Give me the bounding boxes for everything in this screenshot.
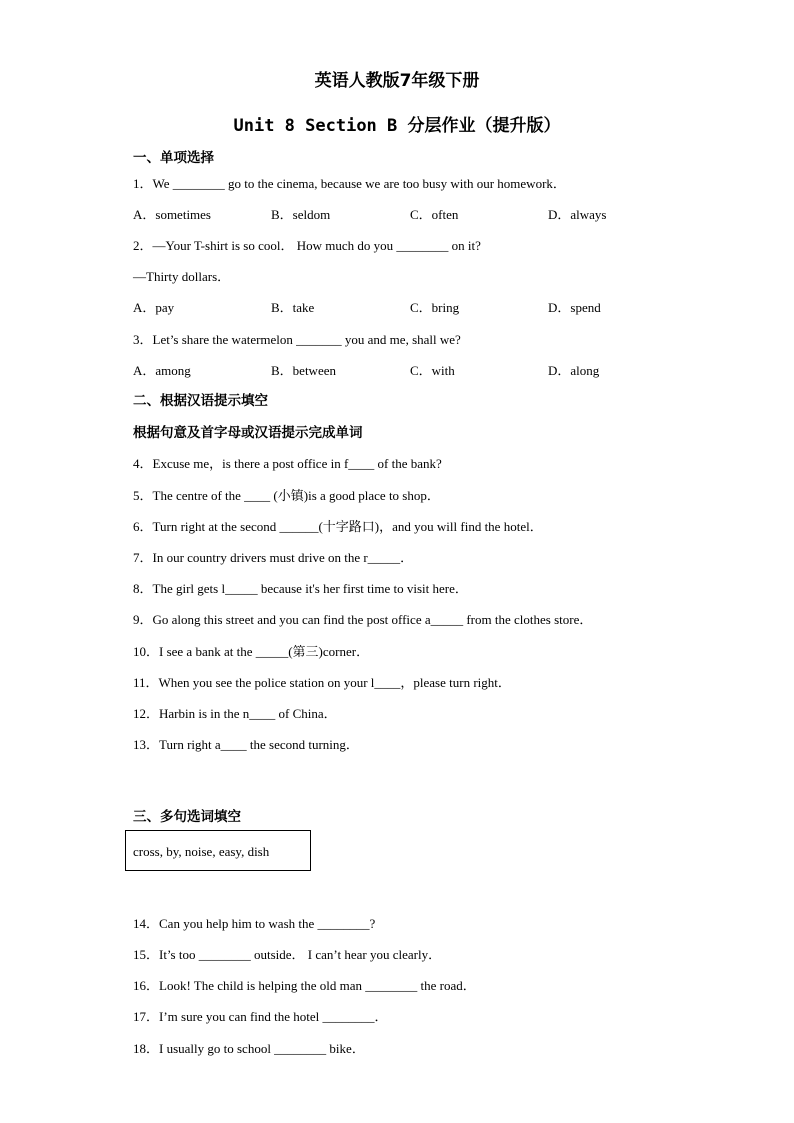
question-14: 14．Can you help him to wash the ________? [133,916,376,931]
q2-option-d: D．spend [548,300,601,315]
question-10: 10．I see a bank at the _____(第三)corner． [133,644,370,659]
question-16: 16．Look! The child is helping the old man ________ the road． [133,978,476,993]
section-heading-3: 三、多句选词填空 [133,809,241,825]
question-13: 13．Turn right a____ the second turning． [133,737,359,752]
question-9: 9．Go along this street and you can find the post office a_____ from the clothes store． [133,612,593,627]
question-8: 8．The girl gets l_____ because it's her first time to visit here． [133,581,468,596]
q3-option-c: C．with [410,363,455,378]
question-5: 5．The centre of the ____ (小镇)is a good place to shop． [133,488,440,503]
q1-option-a: A．sometimes [133,207,211,222]
word-bank-text: cross, by, noise, easy, dish [133,844,270,859]
q2-option-a: A．pay [133,300,175,315]
page-title: 英语人教版7年级下册 [314,71,480,91]
question-2-reply: —Thirty dollars． [133,269,231,284]
question-15: 15．It’s too ________ outside． I can’t hear you clearly． [133,947,442,962]
question-11: 11．When you see the police station on your l____，please turn right． [133,675,511,690]
q1-option-c: C．often [410,207,459,222]
question-4: 4．Excuse me，is there a post office in f____ of the bank? [133,456,442,471]
q2-option-c: C．bring [410,300,460,315]
q3-option-b: B．between [271,363,336,378]
question-2: 2．—Your T-shirt is so cool． How much do you ________ on it? [133,238,481,253]
q3-option-d: D．along [548,363,600,378]
question-7: 7．In our country drivers must drive on the r_____． [133,550,414,565]
question-17: 17．I’m sure you can find the hotel ________． [133,1009,388,1024]
page-subtitle: Unit 8 Section B 分层作业（提升版） [233,116,561,136]
word-bank-box [125,830,311,871]
q3-option-a: A．among [133,363,191,378]
question-12: 12．Harbin is in the n____ of China． [133,706,337,721]
section-2-instruction: 根据句意及首字母或汉语提示完成单词 [133,425,363,441]
question-18: 18．I usually go to school ________ bike． [133,1041,365,1056]
question-1: 1．We ________ go to the cinema, because we are too busy with our homework． [133,176,566,191]
question-3: 3．Let’s share the watermelon _______ you and me, shall we? [133,332,461,347]
q1-option-d: D．always [548,207,607,222]
section-heading-2: 二、根据汉语提示填空 [133,393,268,409]
q2-option-b: B．take [271,300,315,315]
question-6: 6．Turn right at the second ______(十字路口)，and you will find the hotel． [133,519,543,534]
q1-option-b: B．seldom [271,207,331,222]
section-heading-1: 一、单项选择 [133,150,214,166]
